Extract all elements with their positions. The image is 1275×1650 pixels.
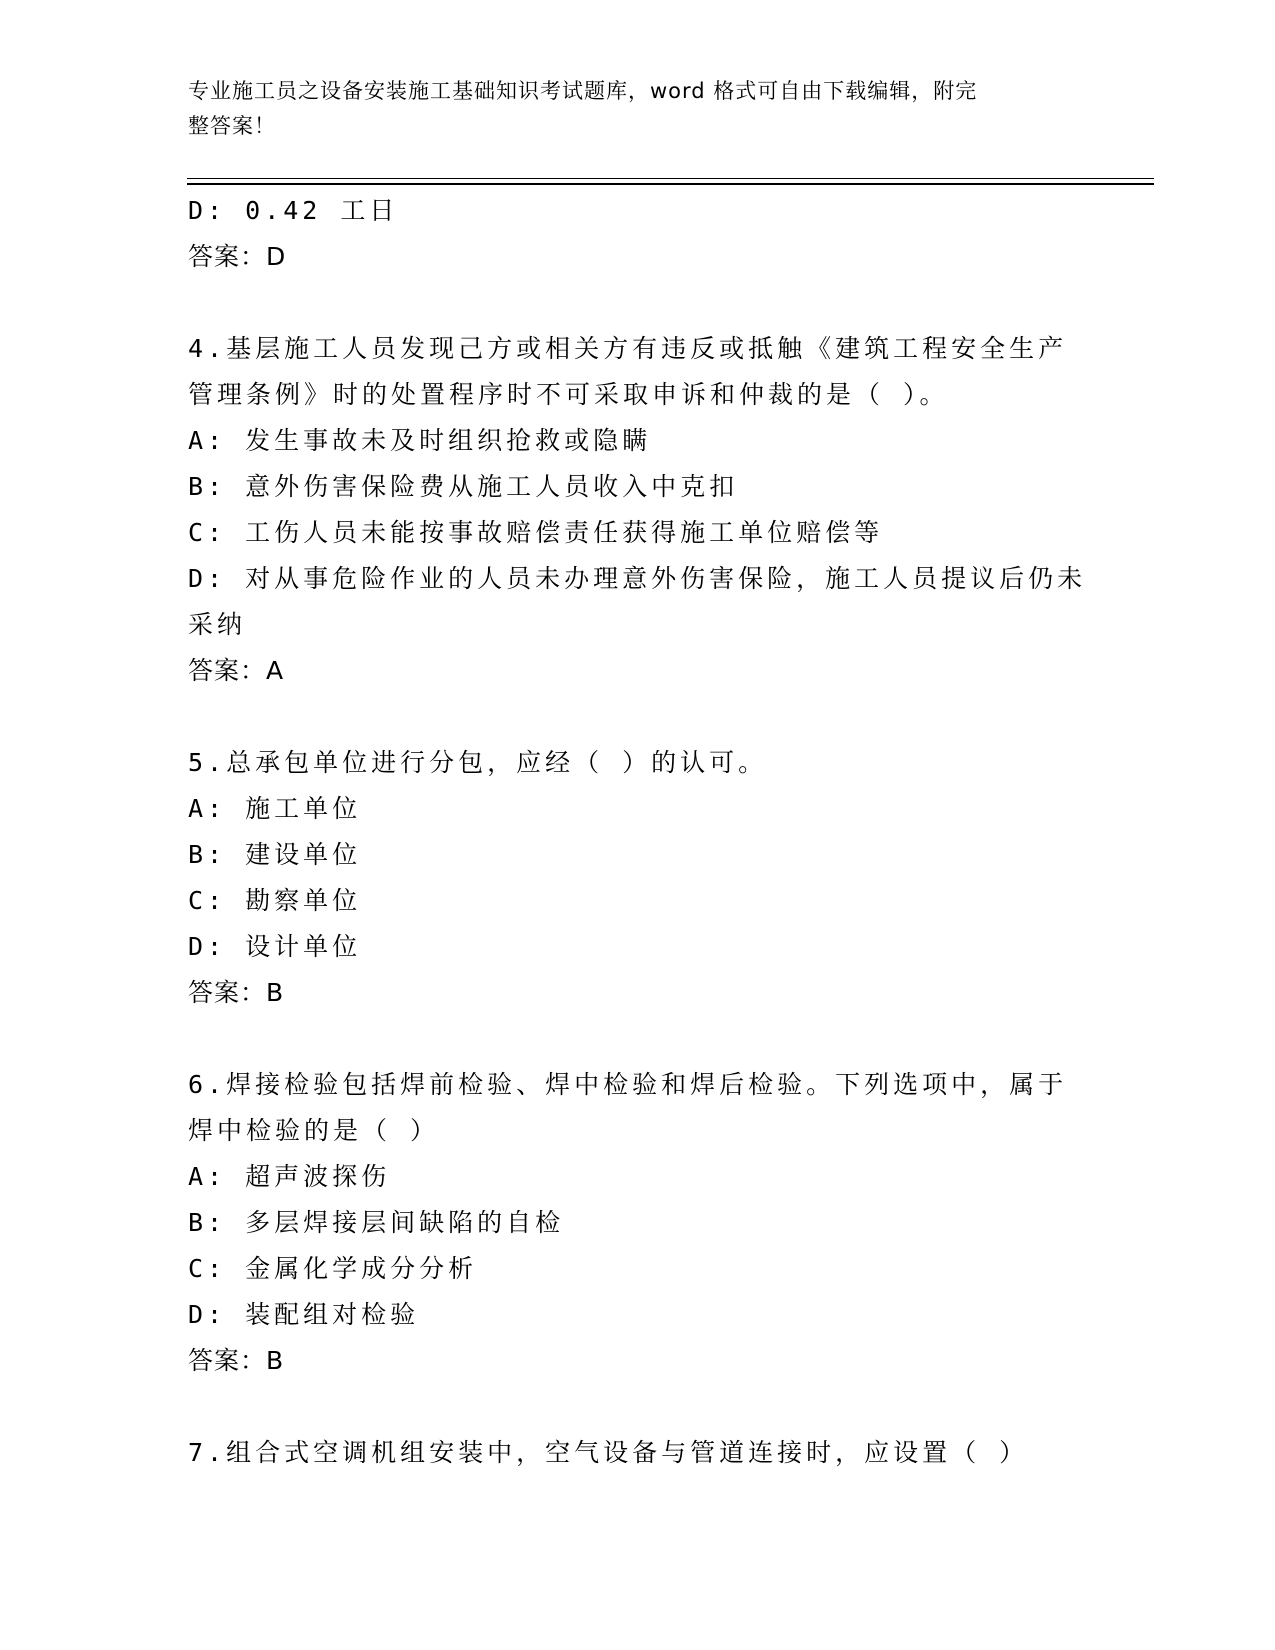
- q5-stem: 5.总承包单位进行分包，应经（ ）的认可。: [188, 748, 768, 777]
- q5-option-b: B: 建设单位: [188, 840, 362, 869]
- q3-answer: 答案：D: [188, 242, 287, 271]
- header-line-1: 专业施工员之设备安装施工基础知识考试题库，word 格式可自由下载编辑，附完: [188, 79, 978, 103]
- q5-answer: 答案：B: [188, 978, 285, 1007]
- q4-option-d-line-2: 采纳: [188, 610, 247, 639]
- q7-stem: 7.组合式空调机组安装中，空气设备与管道连接时，应设置（ ）: [188, 1438, 1029, 1467]
- spacer: [188, 280, 1088, 326]
- q6-stem-line-1: 6.焊接检验包括焊前检验、焊中检验和焊后检验。下列选项中，属于: [188, 1070, 1068, 1099]
- q4-option-c: C: 工伤人员未能按事故赔偿责任获得施工单位赔偿等: [188, 518, 884, 547]
- header-line-2: 整答案！: [188, 114, 276, 138]
- page-header: [188, 74, 1068, 144]
- q5-option-a: A: 施工单位: [188, 794, 362, 823]
- q3-option-d: D: 0.42 工日: [188, 196, 399, 225]
- q6-answer: 答案：B: [188, 1346, 285, 1375]
- q5-option-c: C: 勘察单位: [188, 886, 362, 915]
- q5-option-d: D: 设计单位: [188, 932, 362, 961]
- question-6: [188, 1062, 1088, 1384]
- q6-option-c: C: 金属化学成分分析: [188, 1254, 478, 1283]
- q6-option-b: B: 多层焊接层间缺陷的自检: [188, 1208, 565, 1237]
- question-5: [188, 740, 1088, 1016]
- spacer: [188, 694, 1088, 740]
- q6-option-d: D: 装配组对检验: [188, 1300, 420, 1329]
- q4-stem-line-1: 4.基层施工人员发现己方或相关方有违反或抵触《建筑工程安全生产: [188, 334, 1068, 363]
- header-divider-top: [187, 178, 1154, 179]
- q4-option-d-line-1: D: 对从事危险作业的人员未办理意外伤害保险，施工人员提议后仍未: [188, 564, 1087, 593]
- header-divider-bottom: [187, 183, 1154, 185]
- q4-option-b: B: 意外伤害保险费从施工人员收入中克扣: [188, 472, 739, 501]
- q4-answer: 答案：A: [188, 656, 285, 685]
- spacer: [188, 1384, 1088, 1430]
- q6-stem-line-2: 焊中检验的是（ ）: [188, 1116, 440, 1145]
- question-7: [188, 1430, 1088, 1476]
- q4-stem-line-2: 管理条例》时的处置程序时不可采取申诉和仲裁的是（ ）。: [188, 380, 949, 409]
- spacer: [188, 1016, 1088, 1062]
- q6-option-a: A: 超声波探伤: [188, 1162, 391, 1191]
- document-body: [188, 188, 1088, 1476]
- q4-option-a: A: 发生事故未及时组织抢救或隐瞒: [188, 426, 652, 455]
- question-4: [188, 326, 1088, 694]
